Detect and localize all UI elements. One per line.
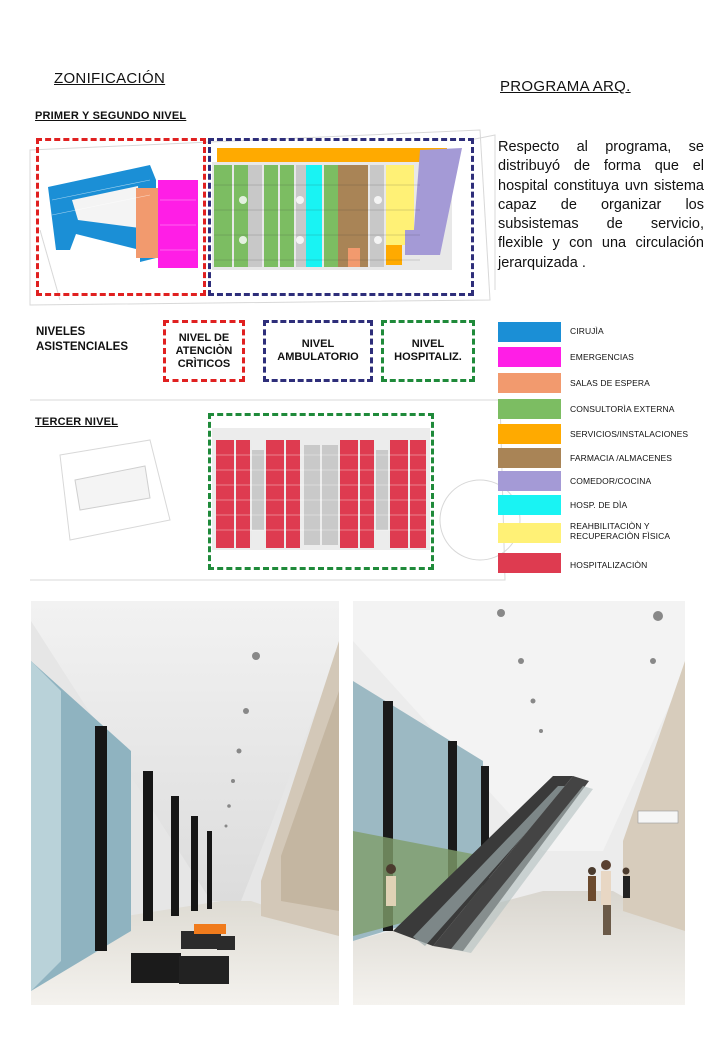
care-levels-label — [36, 325, 128, 355]
care-levels-line-1: NIVELES — [36, 326, 86, 338]
interior-photo-lobby — [31, 601, 339, 1005]
legend-label-emergencias: EMERGENCIAS — [570, 352, 634, 362]
legend-swatch-hospitalizacion — [498, 553, 561, 573]
legend-label-servicios: SERVICIOS/INSTALACIONES — [570, 429, 689, 439]
legend-label-farmacia: FARMACIA /ALMACENES — [570, 453, 673, 463]
ambulatory-frame — [208, 138, 474, 296]
legend-label-hospitalizacion: HOSPITALIZACIÒN — [570, 560, 648, 570]
legend-label-comedor: COMEDOR/COCINA — [570, 476, 652, 486]
legend-label-consultoria: CONSULTORÌA EXTERNA — [570, 404, 675, 414]
legend-swatch-consultoria — [498, 399, 561, 419]
interior-photo-escalator — [353, 601, 685, 1005]
ambulatory-box — [263, 320, 373, 382]
hospitalization-box — [381, 320, 475, 382]
ambulatory-line-2: AMBULATORIO — [277, 351, 359, 363]
legend-swatch-rehabilitacion — [498, 523, 561, 543]
critical-care-line-3: CRÌTICOS — [177, 357, 231, 370]
third-level-label: TERCER NIVEL — [35, 416, 119, 428]
legend-swatch-salas-espera — [498, 373, 561, 393]
legend-swatch-comedor — [498, 471, 561, 491]
legend-swatch-farmacia — [498, 448, 561, 468]
legend-label-rehabilitacion-2: RECUPERACIÒN FÌSICA — [570, 531, 671, 541]
legend-label-salas-espera: SALAS DE ESPERA — [570, 378, 650, 388]
hospitalization-line-2: HOSPITALIZ. — [394, 351, 462, 363]
critical-care-line-1: NIVEL DE — [178, 331, 230, 344]
legend-label-rehabilitacion — [570, 521, 670, 541]
critical-care-frame — [36, 138, 206, 296]
legend-label-hosp-dia: HOSP. DE DÌA — [570, 500, 628, 510]
legend-label-cirugia: CIRUJÌA — [570, 326, 604, 336]
first-second-level-label: PRIMER Y SEGUNDO NIVEL — [35, 110, 187, 122]
legend-swatch-cirugia — [498, 322, 561, 342]
hospitalization-frame — [208, 413, 434, 570]
hospitalization-line-1: NIVEL — [411, 338, 445, 350]
legend-swatch-servicios — [498, 424, 561, 444]
care-levels-line-2: ASISTENCIALES — [36, 341, 129, 353]
ambulatory-line-1: NIVEL — [301, 338, 335, 350]
legend-swatch-hosp-dia — [498, 495, 561, 515]
legend-label-rehabilitacion-1: REAHBILITACIÒN Y — [570, 521, 650, 531]
programa-title: PROGRAMA ARQ. — [500, 78, 631, 95]
program-paragraph: Respecto al programa, se distribuyó de forma que el hospital constituya uvn sistema capaz de organizar los subsistemas de servicio, flexible y con una circulación jerarquizada . — [498, 139, 704, 271]
zonificacion-title: ZONIFICACIÓN — [54, 70, 166, 87]
critical-care-line-2: ATENCIÒN — [175, 344, 233, 357]
legend-swatch-emergencias — [498, 347, 561, 367]
critical-care-box — [163, 320, 245, 382]
